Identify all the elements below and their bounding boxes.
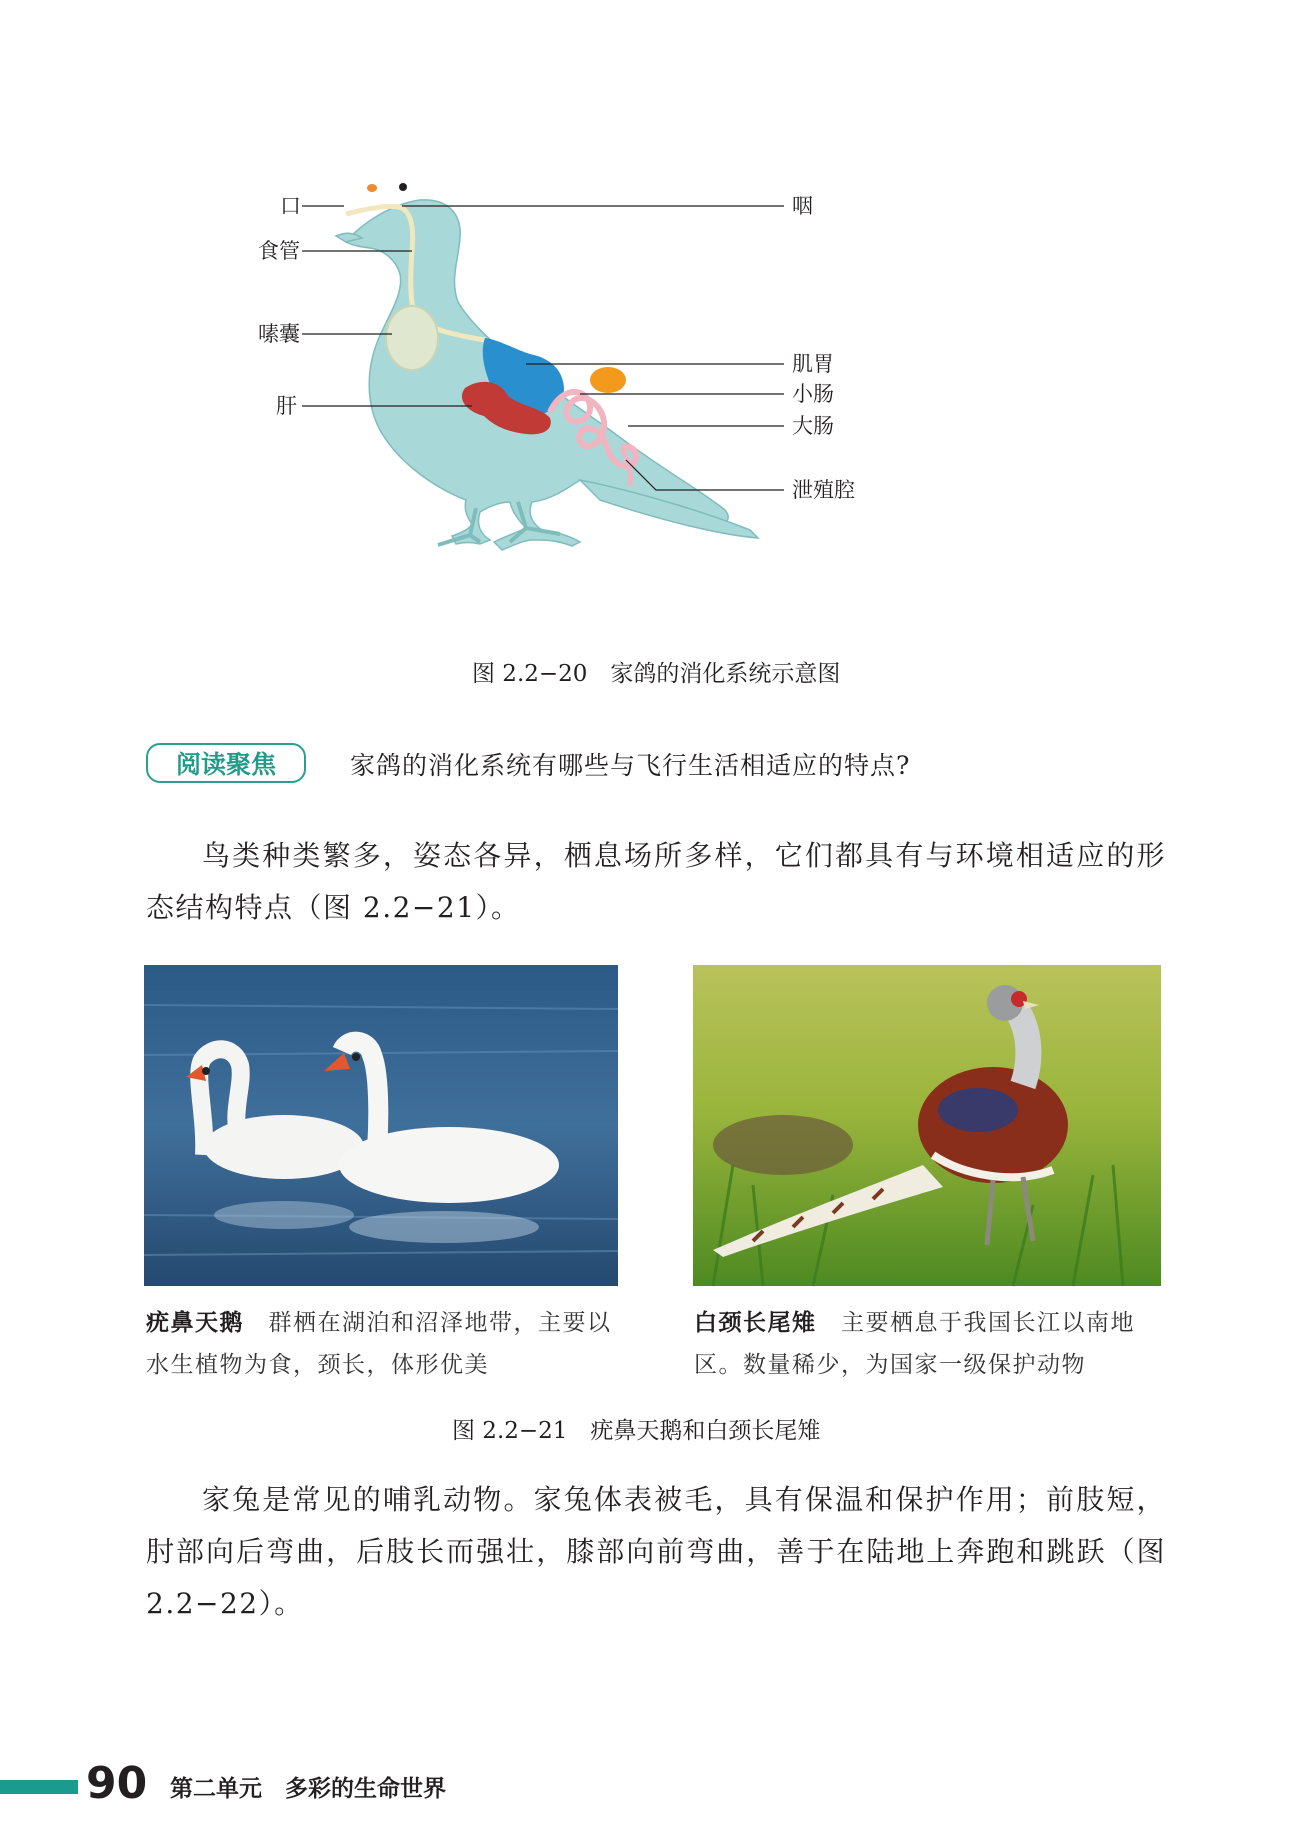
label-crop: 嗉囊 <box>258 322 300 346</box>
pheasant-text: 主要栖息于我国长江以南地区。数量稀少，为国家一级保护动物 <box>694 1310 1135 1378</box>
footer-accent-bar <box>0 1780 78 1794</box>
unit-title: 第二单元 多彩的生命世界 <box>170 1776 446 1802</box>
crop-organ <box>386 306 438 370</box>
figure-caption-birds: 图 2.2−21 疣鼻天鹅和白颈长尾雉 <box>452 1418 821 1444</box>
figure-caption-pigeon: 图 2.2−20 家鸽的消化系统示意图 <box>472 661 841 687</box>
pancreas-organ <box>590 367 626 393</box>
label-mouth: 口 <box>280 194 301 218</box>
label-pharynx: 咽 <box>792 194 813 218</box>
reading-focus-badge: 阅读聚焦 <box>146 743 306 783</box>
page-number: 90 <box>86 1758 148 1809</box>
pheasant-name: 白颈长尾雉 <box>694 1309 817 1336</box>
swan-name: 疣鼻天鹅 <box>146 1309 244 1336</box>
label-liver: 肝 <box>276 394 297 418</box>
reading-focus-question: 家鸽的消化系统有哪些与飞行生活相适应的特点? <box>350 751 911 780</box>
pigeon-eye <box>399 183 407 191</box>
paragraph-rabbit <box>146 1474 1166 1630</box>
pigeon-digestive-diagram <box>258 190 1060 640</box>
paragraph-rabbit-text: 家兔是常见的哺乳动物。家兔体表被毛，具有保温和保护作用；前肢短，肘部向后弯曲，后肢长而强壮，膝部向前弯曲，善于在陆地上奔跑和跳跃（图 2.2−22）。 <box>146 1483 1166 1620</box>
pheasant-photo <box>693 965 1161 1286</box>
label-gizzard: 肌胃 <box>792 352 834 376</box>
label-esophagus: 食管 <box>258 239 300 263</box>
pheasant-description <box>694 1302 1169 1386</box>
swan-description <box>146 1302 621 1386</box>
label-cloaca: 泄殖腔 <box>792 478 855 502</box>
pigeon-cere <box>367 184 377 192</box>
swan-photo <box>144 965 618 1286</box>
paragraph-birds <box>146 830 1166 934</box>
label-large-intestine: 大肠 <box>792 414 834 438</box>
swan-text: 群栖在湖泊和沼泽地带，主要以水生植物为食，颈长，体形优美 <box>146 1310 612 1378</box>
label-small-intestine: 小肠 <box>792 382 834 406</box>
paragraph-birds-text: 鸟类种类繁多，姿态各异，栖息场所多样，它们都具有与环境相适应的形态结构特点（图 2.2−21）。 <box>146 839 1166 924</box>
